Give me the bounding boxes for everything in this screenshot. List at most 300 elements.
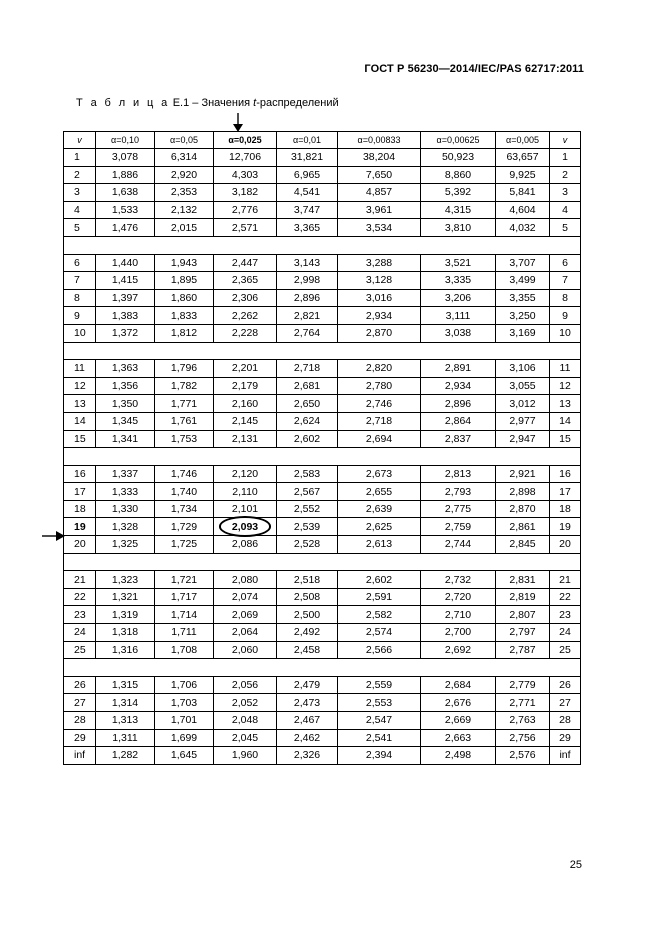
caption-dash: – Значения bbox=[189, 97, 254, 109]
value-cell: 2,684 bbox=[421, 676, 496, 694]
table-row bbox=[64, 307, 581, 325]
value-cell bbox=[214, 518, 277, 536]
value-cell: 2,056 bbox=[214, 676, 277, 694]
value-cell: 2,069 bbox=[214, 606, 277, 624]
value-cell: 2,583 bbox=[277, 465, 338, 483]
value-cell: 3,038 bbox=[421, 324, 496, 342]
value-cell: 9,925 bbox=[496, 166, 550, 184]
value-cell: 2,813 bbox=[421, 465, 496, 483]
degrees-of-freedom-cell: 4 bbox=[64, 201, 96, 219]
value-cell: 2,845 bbox=[496, 536, 550, 554]
value-cell: 1,325 bbox=[96, 536, 155, 554]
table-row bbox=[64, 624, 581, 642]
degrees-of-freedom-cell: 25 bbox=[64, 641, 96, 659]
value-cell: 2,896 bbox=[277, 289, 338, 307]
value-cell: 2,518 bbox=[277, 571, 338, 589]
table-row bbox=[64, 747, 581, 765]
table-row bbox=[64, 729, 581, 747]
value-cell: 2,891 bbox=[421, 360, 496, 378]
value-cell: 3,365 bbox=[277, 219, 338, 237]
value-cell: 3,106 bbox=[496, 360, 550, 378]
page-number: 25 bbox=[569, 859, 582, 871]
value-cell: 2,574 bbox=[338, 624, 421, 642]
degrees-of-freedom-cell: 9 bbox=[550, 307, 581, 325]
value-cell: 2,326 bbox=[277, 747, 338, 765]
value-cell: 2,831 bbox=[496, 571, 550, 589]
value-cell: 1,740 bbox=[155, 483, 214, 501]
degrees-of-freedom-cell: 9 bbox=[64, 307, 96, 325]
value-cell: 2,764 bbox=[277, 324, 338, 342]
value-cell: 1,703 bbox=[155, 694, 214, 712]
value-cell: 1,708 bbox=[155, 641, 214, 659]
degrees-of-freedom-cell: 14 bbox=[64, 412, 96, 430]
value-cell: 1,363 bbox=[96, 360, 155, 378]
value-cell: 1,701 bbox=[155, 712, 214, 730]
degrees-of-freedom-cell: inf bbox=[550, 747, 581, 765]
value-cell: 2,775 bbox=[421, 500, 496, 518]
column-header: α=0,005 bbox=[496, 132, 550, 149]
value-cell: 2,262 bbox=[214, 307, 277, 325]
value-cell: 2,710 bbox=[421, 606, 496, 624]
value-cell: 2,870 bbox=[496, 500, 550, 518]
value-cell: 1,721 bbox=[155, 571, 214, 589]
degrees-of-freedom-cell: 2 bbox=[64, 166, 96, 184]
degrees-of-freedom-cell: 26 bbox=[64, 676, 96, 694]
separator-cell bbox=[64, 448, 581, 466]
value-cell: 2,582 bbox=[338, 606, 421, 624]
table-header-row bbox=[64, 132, 581, 149]
value-cell: 50,923 bbox=[421, 149, 496, 167]
value-cell: 2,539 bbox=[277, 518, 338, 536]
table-row bbox=[64, 430, 581, 448]
degrees-of-freedom-cell: 11 bbox=[64, 360, 96, 378]
value-cell: 1,717 bbox=[155, 588, 214, 606]
value-cell: 2,080 bbox=[214, 571, 277, 589]
value-cell: 3,016 bbox=[338, 289, 421, 307]
value-cell: 2,132 bbox=[155, 201, 214, 219]
value-cell: 2,015 bbox=[155, 219, 214, 237]
value-cell: 1,356 bbox=[96, 377, 155, 395]
value-cell: 4,303 bbox=[214, 166, 277, 184]
value-cell: 1,753 bbox=[155, 430, 214, 448]
value-cell: 2,353 bbox=[155, 184, 214, 202]
separator-cell bbox=[64, 553, 581, 571]
value-cell: 2,797 bbox=[496, 624, 550, 642]
degrees-of-freedom-cell: 6 bbox=[64, 254, 96, 272]
value-cell: 1,895 bbox=[155, 272, 214, 290]
value-cell: 2,673 bbox=[338, 465, 421, 483]
value-cell: 2,787 bbox=[496, 641, 550, 659]
degrees-of-freedom-cell: 7 bbox=[64, 272, 96, 290]
degrees-of-freedom-cell: inf bbox=[64, 747, 96, 765]
degrees-of-freedom-cell: 29 bbox=[64, 729, 96, 747]
column-header: v bbox=[64, 132, 96, 149]
degrees-of-freedom-cell: 5 bbox=[550, 219, 581, 237]
separator-cell bbox=[64, 659, 581, 677]
value-cell: 3,143 bbox=[277, 254, 338, 272]
value-cell: 1,699 bbox=[155, 729, 214, 747]
degrees-of-freedom-cell: 19 bbox=[64, 518, 96, 536]
table-row bbox=[64, 694, 581, 712]
value-cell: 3,169 bbox=[496, 324, 550, 342]
value-cell: 2,048 bbox=[214, 712, 277, 730]
degrees-of-freedom-cell: 20 bbox=[550, 536, 581, 554]
value-cell: 2,896 bbox=[421, 395, 496, 413]
degrees-of-freedom-cell: 21 bbox=[64, 571, 96, 589]
degrees-of-freedom-cell: 8 bbox=[64, 289, 96, 307]
table-row bbox=[64, 588, 581, 606]
column-header: α=0,01 bbox=[277, 132, 338, 149]
degrees-of-freedom-cell: 27 bbox=[550, 694, 581, 712]
table-row bbox=[64, 272, 581, 290]
value-cell: 2,160 bbox=[214, 395, 277, 413]
value-cell: 3,055 bbox=[496, 377, 550, 395]
degrees-of-freedom-cell: 17 bbox=[550, 483, 581, 501]
value-cell: 2,228 bbox=[214, 324, 277, 342]
degrees-of-freedom-cell: 23 bbox=[64, 606, 96, 624]
table-row bbox=[64, 412, 581, 430]
value-cell: 2,571 bbox=[214, 219, 277, 237]
value-cell: 1,725 bbox=[155, 536, 214, 554]
degrees-of-freedom-cell: 23 bbox=[550, 606, 581, 624]
value-cell: 2,541 bbox=[338, 729, 421, 747]
value-cell: 5,841 bbox=[496, 184, 550, 202]
value-cell: 2,779 bbox=[496, 676, 550, 694]
table-row bbox=[64, 676, 581, 694]
degrees-of-freedom-cell: 24 bbox=[64, 624, 96, 642]
value-cell: 1,645 bbox=[155, 747, 214, 765]
caption-prefix: Т а б л и ц а bbox=[76, 97, 170, 109]
value-cell: 1,796 bbox=[155, 360, 214, 378]
value-cell: 2,870 bbox=[338, 324, 421, 342]
value-cell: 1,282 bbox=[96, 747, 155, 765]
value-cell: 1,330 bbox=[96, 500, 155, 518]
value-cell: 2,553 bbox=[338, 694, 421, 712]
degrees-of-freedom-cell: 3 bbox=[64, 184, 96, 202]
degrees-of-freedom-cell: 4 bbox=[550, 201, 581, 219]
degrees-of-freedom-cell: 6 bbox=[550, 254, 581, 272]
table-row bbox=[64, 254, 581, 272]
value-cell: 2,780 bbox=[338, 377, 421, 395]
degrees-of-freedom-cell: 1 bbox=[64, 149, 96, 167]
value-cell: 2,776 bbox=[214, 201, 277, 219]
value-cell: 2,807 bbox=[496, 606, 550, 624]
table-row bbox=[64, 518, 581, 536]
value-cell: 2,131 bbox=[214, 430, 277, 448]
value-cell: 2,101 bbox=[214, 500, 277, 518]
value-cell: 2,625 bbox=[338, 518, 421, 536]
circled-value: 2,093 bbox=[231, 520, 259, 533]
degrees-of-freedom-cell: 18 bbox=[64, 500, 96, 518]
value-cell: 1,771 bbox=[155, 395, 214, 413]
degrees-of-freedom-cell: 29 bbox=[550, 729, 581, 747]
value-cell: 4,857 bbox=[338, 184, 421, 202]
value-cell: 1,397 bbox=[96, 289, 155, 307]
group-separator bbox=[64, 236, 581, 254]
value-cell: 63,657 bbox=[496, 149, 550, 167]
value-cell: 2,746 bbox=[338, 395, 421, 413]
value-cell: 1,886 bbox=[96, 166, 155, 184]
value-cell: 2,559 bbox=[338, 676, 421, 694]
degrees-of-freedom-cell: 19 bbox=[550, 518, 581, 536]
value-cell: 2,064 bbox=[214, 624, 277, 642]
value-cell: 3,747 bbox=[277, 201, 338, 219]
degrees-of-freedom-cell: 22 bbox=[64, 588, 96, 606]
value-cell: 1,337 bbox=[96, 465, 155, 483]
value-cell: 8,860 bbox=[421, 166, 496, 184]
value-cell: 1,729 bbox=[155, 518, 214, 536]
value-cell: 2,676 bbox=[421, 694, 496, 712]
value-cell: 2,819 bbox=[496, 588, 550, 606]
value-cell: 1,833 bbox=[155, 307, 214, 325]
value-cell: 1,415 bbox=[96, 272, 155, 290]
highlight-circle bbox=[219, 516, 271, 537]
degrees-of-freedom-cell: 26 bbox=[550, 676, 581, 694]
degrees-of-freedom-cell: 12 bbox=[64, 377, 96, 395]
value-cell: 2,977 bbox=[496, 412, 550, 430]
degrees-of-freedom-cell: 10 bbox=[64, 324, 96, 342]
value-cell: 2,467 bbox=[277, 712, 338, 730]
group-separator bbox=[64, 342, 581, 360]
caption-number: Е.1 bbox=[172, 97, 190, 109]
value-cell: 2,447 bbox=[214, 254, 277, 272]
value-cell: 2,365 bbox=[214, 272, 277, 290]
value-cell: 5,392 bbox=[421, 184, 496, 202]
value-cell: 2,473 bbox=[277, 694, 338, 712]
value-cell: 2,663 bbox=[421, 729, 496, 747]
table-row bbox=[64, 571, 581, 589]
table-caption bbox=[76, 97, 339, 109]
value-cell: 2,547 bbox=[338, 712, 421, 730]
value-cell: 1,314 bbox=[96, 694, 155, 712]
value-cell: 38,204 bbox=[338, 149, 421, 167]
value-cell: 3,288 bbox=[338, 254, 421, 272]
value-cell: 2,458 bbox=[277, 641, 338, 659]
value-cell: 2,934 bbox=[421, 377, 496, 395]
value-cell: 2,718 bbox=[277, 360, 338, 378]
value-cell: 2,591 bbox=[338, 588, 421, 606]
table-row bbox=[64, 500, 581, 518]
value-cell: 2,498 bbox=[421, 747, 496, 765]
value-cell: 2,602 bbox=[277, 430, 338, 448]
degrees-of-freedom-cell: 11 bbox=[550, 360, 581, 378]
degrees-of-freedom-cell: 10 bbox=[550, 324, 581, 342]
table-row bbox=[64, 483, 581, 501]
value-cell: 2,394 bbox=[338, 747, 421, 765]
value-cell: 3,707 bbox=[496, 254, 550, 272]
value-cell: 2,052 bbox=[214, 694, 277, 712]
value-cell: 4,604 bbox=[496, 201, 550, 219]
value-cell: 3,250 bbox=[496, 307, 550, 325]
value-cell: 2,500 bbox=[277, 606, 338, 624]
degrees-of-freedom-cell: 27 bbox=[64, 694, 96, 712]
degrees-of-freedom-cell: 12 bbox=[550, 377, 581, 395]
caption-suffix: -распределений bbox=[256, 97, 339, 109]
value-cell: 2,613 bbox=[338, 536, 421, 554]
value-cell: 1,316 bbox=[96, 641, 155, 659]
column-header: v bbox=[550, 132, 581, 149]
degrees-of-freedom-cell: 25 bbox=[550, 641, 581, 659]
separator-cell bbox=[64, 236, 581, 254]
degrees-of-freedom-cell: 21 bbox=[550, 571, 581, 589]
t-distribution-table bbox=[63, 131, 581, 765]
degrees-of-freedom-cell: 15 bbox=[64, 430, 96, 448]
value-cell: 2,864 bbox=[421, 412, 496, 430]
group-separator bbox=[64, 448, 581, 466]
table-row bbox=[64, 377, 581, 395]
value-cell: 2,756 bbox=[496, 729, 550, 747]
degrees-of-freedom-cell: 28 bbox=[550, 712, 581, 730]
value-cell: 1,318 bbox=[96, 624, 155, 642]
value-cell: 1,711 bbox=[155, 624, 214, 642]
value-cell: 2,074 bbox=[214, 588, 277, 606]
degrees-of-freedom-cell: 20 bbox=[64, 536, 96, 554]
value-cell: 2,110 bbox=[214, 483, 277, 501]
value-cell: 3,012 bbox=[496, 395, 550, 413]
value-cell: 4,315 bbox=[421, 201, 496, 219]
value-cell: 2,086 bbox=[214, 536, 277, 554]
value-cell: 2,759 bbox=[421, 518, 496, 536]
degrees-of-freedom-cell: 1 bbox=[550, 149, 581, 167]
value-cell: 2,821 bbox=[277, 307, 338, 325]
value-cell: 2,624 bbox=[277, 412, 338, 430]
value-cell: 2,479 bbox=[277, 676, 338, 694]
value-cell: 2,820 bbox=[338, 360, 421, 378]
value-cell: 2,145 bbox=[214, 412, 277, 430]
value-cell: 2,692 bbox=[421, 641, 496, 659]
value-cell: 3,335 bbox=[421, 272, 496, 290]
column-header: α=0,00625 bbox=[421, 132, 496, 149]
value-cell: 1,321 bbox=[96, 588, 155, 606]
down-arrow-icon bbox=[232, 113, 244, 133]
table-row bbox=[64, 166, 581, 184]
value-cell: 1,350 bbox=[96, 395, 155, 413]
table-row bbox=[64, 360, 581, 378]
table-row bbox=[64, 536, 581, 554]
degrees-of-freedom-cell: 2 bbox=[550, 166, 581, 184]
degrees-of-freedom-cell: 17 bbox=[64, 483, 96, 501]
column-header: α=0,05 bbox=[155, 132, 214, 149]
value-cell: 4,032 bbox=[496, 219, 550, 237]
value-cell: 2,861 bbox=[496, 518, 550, 536]
value-cell: 1,323 bbox=[96, 571, 155, 589]
value-cell: 1,311 bbox=[96, 729, 155, 747]
value-cell: 2,650 bbox=[277, 395, 338, 413]
degrees-of-freedom-cell: 7 bbox=[550, 272, 581, 290]
value-cell: 2,998 bbox=[277, 272, 338, 290]
value-cell: 6,314 bbox=[155, 149, 214, 167]
degrees-of-freedom-cell: 3 bbox=[550, 184, 581, 202]
value-cell: 1,714 bbox=[155, 606, 214, 624]
value-cell: 1,734 bbox=[155, 500, 214, 518]
degrees-of-freedom-cell: 15 bbox=[550, 430, 581, 448]
degrees-of-freedom-cell: 24 bbox=[550, 624, 581, 642]
value-cell: 3,810 bbox=[421, 219, 496, 237]
value-cell: 1,943 bbox=[155, 254, 214, 272]
table-row bbox=[64, 465, 581, 483]
degrees-of-freedom-cell: 13 bbox=[64, 395, 96, 413]
degrees-of-freedom-cell: 14 bbox=[550, 412, 581, 430]
value-cell: 1,341 bbox=[96, 430, 155, 448]
group-separator bbox=[64, 659, 581, 677]
value-cell: 2,720 bbox=[421, 588, 496, 606]
value-cell: 1,812 bbox=[155, 324, 214, 342]
value-cell: 4,541 bbox=[277, 184, 338, 202]
table-row bbox=[64, 201, 581, 219]
value-cell: 2,120 bbox=[214, 465, 277, 483]
value-cell: 7,650 bbox=[338, 166, 421, 184]
value-cell: 3,206 bbox=[421, 289, 496, 307]
value-cell: 2,306 bbox=[214, 289, 277, 307]
value-cell: 1,328 bbox=[96, 518, 155, 536]
table-row bbox=[64, 324, 581, 342]
degrees-of-freedom-cell: 28 bbox=[64, 712, 96, 730]
value-cell: 2,934 bbox=[338, 307, 421, 325]
value-cell: 2,681 bbox=[277, 377, 338, 395]
degrees-of-freedom-cell: 16 bbox=[550, 465, 581, 483]
value-cell: 1,533 bbox=[96, 201, 155, 219]
value-cell: 1,638 bbox=[96, 184, 155, 202]
table-row bbox=[64, 712, 581, 730]
column-header: α=0,10 bbox=[96, 132, 155, 149]
value-cell: 2,694 bbox=[338, 430, 421, 448]
value-cell: 2,602 bbox=[338, 571, 421, 589]
value-cell: 2,744 bbox=[421, 536, 496, 554]
value-cell: 2,763 bbox=[496, 712, 550, 730]
value-cell: 1,333 bbox=[96, 483, 155, 501]
table-row bbox=[64, 395, 581, 413]
value-cell: 2,576 bbox=[496, 747, 550, 765]
value-cell: 1,476 bbox=[96, 219, 155, 237]
value-cell: 2,179 bbox=[214, 377, 277, 395]
value-cell: 3,355 bbox=[496, 289, 550, 307]
value-cell: 2,201 bbox=[214, 360, 277, 378]
value-cell: 2,732 bbox=[421, 571, 496, 589]
value-cell: 1,383 bbox=[96, 307, 155, 325]
value-cell: 2,700 bbox=[421, 624, 496, 642]
value-cell: 3,078 bbox=[96, 149, 155, 167]
value-cell: 1,860 bbox=[155, 289, 214, 307]
value-cell: 2,528 bbox=[277, 536, 338, 554]
value-cell: 2,060 bbox=[214, 641, 277, 659]
degrees-of-freedom-cell: 8 bbox=[550, 289, 581, 307]
table-row bbox=[64, 184, 581, 202]
degrees-of-freedom-cell: 18 bbox=[550, 500, 581, 518]
value-cell: 2,669 bbox=[421, 712, 496, 730]
degrees-of-freedom-cell: 22 bbox=[550, 588, 581, 606]
table-row bbox=[64, 219, 581, 237]
caption-t-symbol: t bbox=[253, 97, 257, 109]
table-row bbox=[64, 641, 581, 659]
value-cell: 12,706 bbox=[214, 149, 277, 167]
value-cell: 2,045 bbox=[214, 729, 277, 747]
value-cell: 2,898 bbox=[496, 483, 550, 501]
value-cell: 2,655 bbox=[338, 483, 421, 501]
value-cell: 2,566 bbox=[338, 641, 421, 659]
value-cell: 1,706 bbox=[155, 676, 214, 694]
degrees-of-freedom-cell: 16 bbox=[64, 465, 96, 483]
value-cell: 2,552 bbox=[277, 500, 338, 518]
separator-cell bbox=[64, 342, 581, 360]
degrees-of-freedom-cell: 13 bbox=[550, 395, 581, 413]
document-header: ГОСТ Р 56230—2014/IEC/PAS 62717:2011 bbox=[364, 63, 584, 75]
value-cell: 2,462 bbox=[277, 729, 338, 747]
value-cell: 2,508 bbox=[277, 588, 338, 606]
column-header: α=0,00833 bbox=[338, 132, 421, 149]
value-cell: 3,521 bbox=[421, 254, 496, 272]
value-cell: 2,639 bbox=[338, 500, 421, 518]
value-cell: 2,567 bbox=[277, 483, 338, 501]
